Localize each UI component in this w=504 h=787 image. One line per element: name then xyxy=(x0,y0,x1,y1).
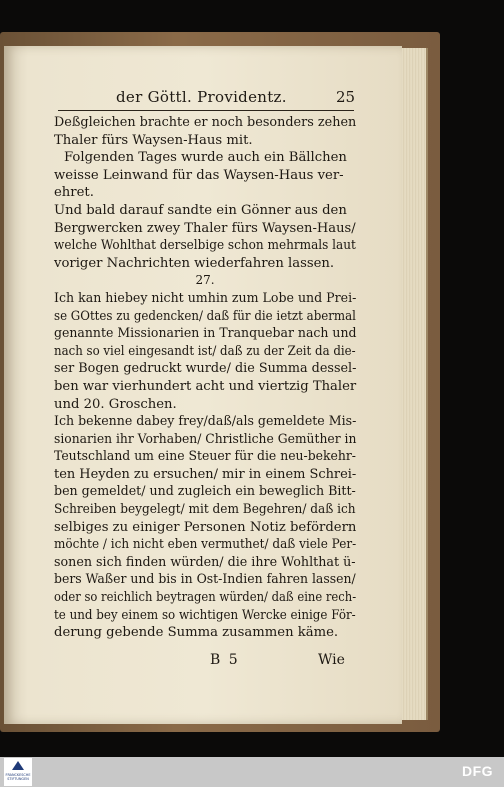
text-line: sionarien ihr Vorhaben/ Christliche Gemüther in xyxy=(54,431,357,447)
section-number: 27. xyxy=(195,273,215,288)
viewer-footer-bar xyxy=(0,757,504,787)
text-line: voriger Nachrichten wiederfahren lassen. xyxy=(54,255,335,271)
text-line: se GOttes zu gedencken/ daß für die ietzt abermal xyxy=(54,308,356,324)
text-line: Teutschland um eine Steuer für die neu-bekehr- xyxy=(54,449,357,465)
text-line: bers Waßer und bis in Ost-Indien fahren lassen/ xyxy=(54,572,356,588)
text-line: Folgenden Tages wurde auch ein Bällchen xyxy=(64,150,347,166)
dfg-logo[interactable]: DFG xyxy=(462,763,494,779)
text-line: nach so viel eingesandt ist/ daß zu der Zeit da die- xyxy=(54,343,356,359)
text-line: Schreiben beygelegt/ mit dem Begehren/ daß ich xyxy=(54,502,356,518)
logo-text: FRANCKESCHE STIFTUNGEN xyxy=(5,773,31,781)
text-line: Und bald darauf sandte ein Gönner aus den xyxy=(54,202,347,218)
body-text xyxy=(54,114,356,642)
running-title: der Göttl. Providentz. xyxy=(116,88,287,106)
text-line: sonen sich finden würden/ die ihre Wohlthat ü- xyxy=(54,554,356,570)
text-line: ten Heyden zu ersuchen/ mir in einem Schrei- xyxy=(54,466,357,482)
page-number: 25 xyxy=(336,88,356,106)
francke-foundation-logo[interactable] xyxy=(4,758,32,786)
text-line: derung gebende Summa zusammen käme. xyxy=(54,625,339,641)
text-line: weisse Leinwand für das Waysen-Haus ver- xyxy=(54,167,344,183)
text-line: Bergwercken zwey Thaler fürs Waysen-Haus/ xyxy=(54,220,356,236)
text-line: Ich bekenne dabey frey/daß/als gemeldete Mis- xyxy=(54,414,357,430)
text-line: und 20. Groschen. xyxy=(54,396,177,412)
signature-mark: B 5 xyxy=(210,652,240,668)
text-line: Ich kan hiebey nicht umhin zum Lobe und Prei- xyxy=(54,290,357,306)
logo-mark-icon xyxy=(12,761,24,770)
text-line: selbiges zu einiger Personen Notiz befördern xyxy=(54,519,357,535)
text-line: ser Bogen gedruckt wurde/ die Summa dessel- xyxy=(54,361,357,377)
text-line: ben war vierhundert acht und viertzig Thaler xyxy=(54,378,357,394)
text-line: ben gemeldet/ und zugleich ein beweglich Bitt- xyxy=(54,484,356,500)
text-line: welche Wohlthat derselbige schon mehrmals laut xyxy=(54,238,356,254)
catchword: Wie xyxy=(318,652,345,668)
text-line: genannte Missionarien in Tranquebar nach und xyxy=(54,326,357,342)
text-line: ehret. xyxy=(54,185,94,201)
header-rule xyxy=(58,110,354,111)
text-line: te und bey einem so wichtigen Wercke einige För- xyxy=(54,607,356,623)
text-line: möchte / ich nicht eben vermuthet/ daß viele Per- xyxy=(54,537,357,553)
text-line: oder so reichlich beytragen würden/ daß eine rech- xyxy=(54,590,357,606)
text-line: Deßgleichen brachte er noch besonders zehen xyxy=(54,115,357,130)
text-line: Thaler fürs Waysen-Haus mit. xyxy=(54,132,253,148)
